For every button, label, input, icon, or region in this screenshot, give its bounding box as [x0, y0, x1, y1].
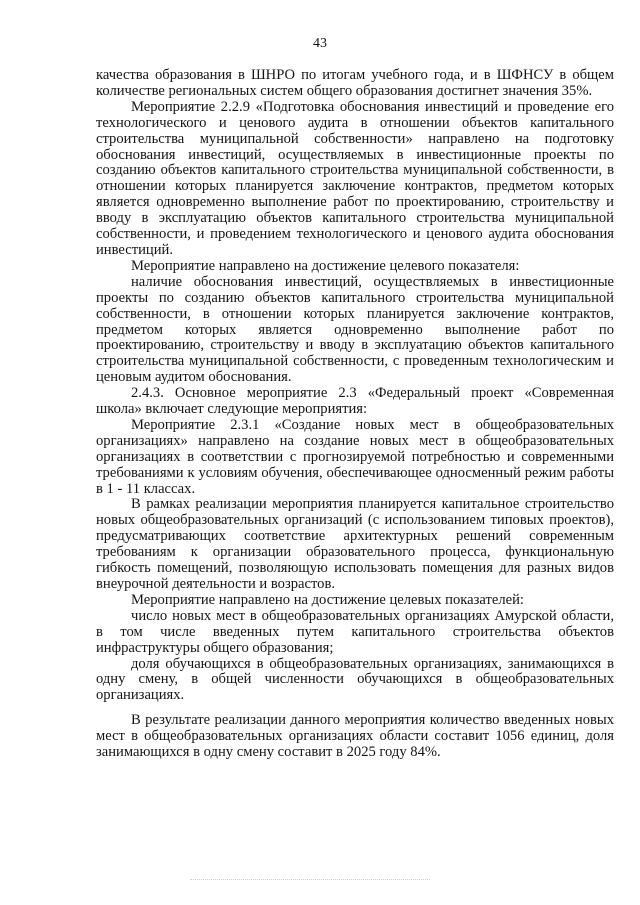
paragraph-indicator-single-shift: доля обучающихся в общеобразовательных организациях, занимающихся в одну смену, в общей численности обучающихся в общеобразовательных организациях.: [96, 655, 614, 704]
paragraph-target-indicator: наличие обоснования инвестиций, осуществляемых в инвестиционные проекты по созданию объектов капитального строительства муниципальной собственности, в отношении которых планируется заключение контрактов, предметом которых является одновременно выполнение работ по проектированию, строительству и вводу в эксплуатацию объектов капитального строительства муниципальной собственности, с проведенным технологическим и ценовым аудитом обоснования.: [96, 273, 614, 386]
scan-artifact: [190, 879, 430, 881]
paragraph-measure-2-2-9: Мероприятие 2.2.9 «Подготовка обоснования инвестиций и проведение его технологического и ценового аудита в отношении объектов капитального строительства муниципальной собственности» направлено на подготовку обоснования инвестиций, осуществляемых в инвестиционные проекты по созданию объектов капитального строительства муниципальной собственности, в отношении которых планируется заключение контрактов, предметом которых является одновременно выполнение работ по проектированию, строительству и вводу в эксплуатацию объектов капитального строительства муниципальной собственности, и проведением технологического и ценового аудита обоснования инвестиций.: [96, 98, 614, 258]
document-body: [96, 68, 614, 761]
page-number: 43: [313, 36, 327, 51]
paragraph-result: В результате реализации данного мероприятия количество введенных новых мест в общеобразовательных организациях области составит 1056 единиц, доля занимающихся в одну смену составит в 2025 году 84%.: [96, 712, 614, 761]
paragraph-main-measure-2-3: 2.4.3. Основное мероприятие 2.3 «Федеральный проект «Современная школа» включает следующие мероприятия:: [96, 385, 614, 418]
paragraph-target-indicator-heading: Мероприятие направлено на достижение целевого показателя:: [131, 257, 520, 274]
paragraph-measure-2-3-1: Мероприятие 2.3.1 «Создание новых мест в общеобразовательных организациях» направлено на создание новых мест в общеобразовательных организациях в соответствии с прогнозируемой потребностью и современными требованиями к условиям обучения, обеспечивающее односменный режим работы в 1 - 11 классах.: [96, 416, 614, 497]
paragraph-target-indicators-heading: Мероприятие направлено на достижение целевых показателей:: [131, 591, 524, 608]
paragraph-intro-continuation: качества образования в ШНРО по итогам учебного года, и в ШФНСУ в общем количестве региональных систем общего образования достигнет значения 35%.: [96, 67, 614, 99]
paragraph-indicator-new-places: число новых мест в общеобразовательных организациях Амурской области, в том числе введенных путем капитального строительства объектов инфраструктуры общего образования;: [96, 607, 614, 656]
paragraph-construction-plan: В рамках реализации мероприятия планируется капитальное строительство новых общеобразовательных организаций (с использованием типовых проектов), предусматривающих соответствие архитектурных решений современным требованиям к организации образовательного процесса, функциональную гибкость помещений, позволяющую использовать помещения для разных видов внеурочной деятельности и возрастов.: [96, 496, 614, 592]
